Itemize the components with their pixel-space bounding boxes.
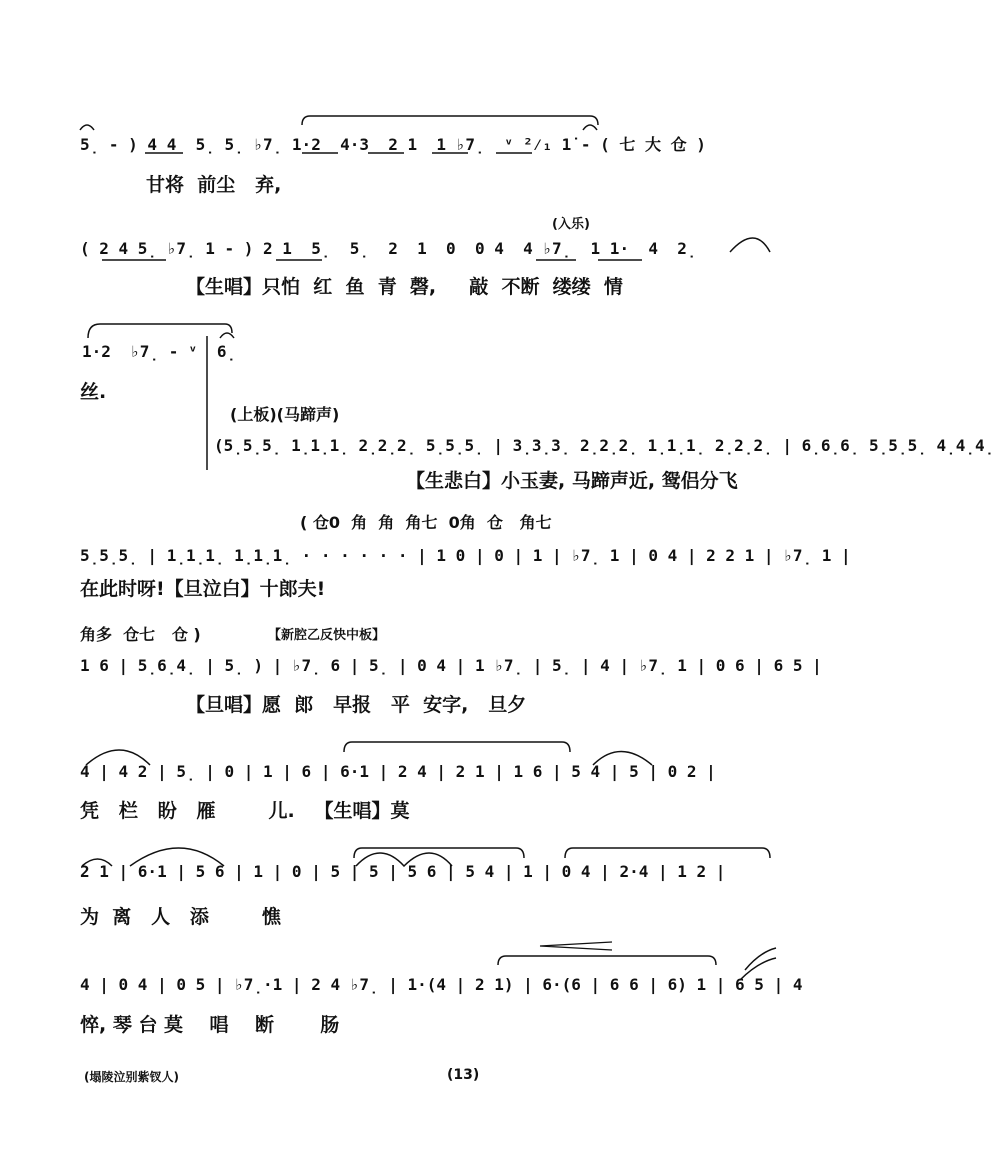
system-6-bracket-title: 【新腔乙反快中板】 (268, 628, 386, 643)
system-2-lyrics: 【生唱】只怕 红 鱼 青 磬, 敲 不断 缕缕 情 (186, 276, 623, 298)
system-6-percussion: 角多 仓七 仓 ) (80, 625, 201, 644)
system-3-lyrics: 丝. (80, 381, 107, 403)
system-2-annotation: (入乐) (552, 217, 590, 232)
system-5-percussion: ( 仓0 角 角 角七 0角 仓 角七 (300, 513, 552, 532)
system-4-notes: (5̣5̣5̣ 1̣1̣1̣ 2̣2̣2̣ 5̣5̣5̣ | 3̣3̣3̣ 2̣2̣2̣ 1̣1̣1̣ 2̣2̣2̣ | 6̣6̣6̣ 5̣5̣5̣ 4̣4̣4̣ (214, 436, 994, 455)
system-7-lyrics: 凭 栏 盼 雁 儿. 【生唱】莫 (80, 800, 410, 822)
system-4-annotation: (上板)(马蹄声) (230, 405, 340, 424)
system-3-notes: 1·2 ♭7̣ - ᵛ 6̣ (82, 342, 237, 361)
system-7-notes: 4 | 4 2 | 5̣ | 0 | 1 | 6 | 6·1 | 2 4 | 2 1 | 1 6 | 5 4 | 5 | 0 2 | (80, 762, 716, 781)
system-1-lyrics: 甘将 前尘 弃, (146, 174, 282, 196)
system-6-lyrics: 【旦唱】愿 郎 早报 平 安字, 旦夕 (186, 694, 527, 716)
system-1-notes: 5̣ - ) 4 4 5̣ 5̣ ♭7̣ 1·2 4·3 2 1 1 ♭7̣ ᵛ ²⁄₁ 1̇ - ( 七 大 仓 ) (80, 135, 706, 154)
footer-source-title: (塌陵泣别紫钗人) (84, 1070, 179, 1084)
page-number: (13) (447, 1067, 480, 1083)
system-5-lyrics: 在此时呀!【旦泣白】十郎夫! (80, 578, 326, 600)
system-9-notes: 4 | 0 4 | 0 5 | ♭7̣·1 | 2 4 ♭7̣ | 1·(4 | 2 1) | 6·(6 | 6 6 | 6) 1 | 6 5 | 4 (80, 975, 803, 994)
system-8-notes: 2 1 | 6·1 | 5 6 | 1 | 0 | 5 | 5 | 5 6 | 5 4 | 1 | 0 4 | 2·4 | 1 2 | (80, 862, 726, 881)
system-4-lyrics: 【生悲白】小玉妻, 马蹄声近, 鸳侣分飞 (406, 470, 738, 492)
system-2-notes: ( 2 4 5̣ ♭7̣ 1 - ) 2 1 5̣ 5̣ 2 1 0 0 4 4 ♭7̣ 1 1· 4 2̣ (80, 239, 697, 258)
system-6-notes: 1 6 | 5̣6̣4̣ | 5̣ ) | ♭7̣ 6 | 5̣ | 0 4 | 1 ♭7̣ | 5̣ | 4 | ♭7̣ 1 | 0 6 | 6 5 | (80, 656, 822, 675)
system-9-lyrics: 悴, 琴 台 莫 唱 断 肠 (80, 1014, 340, 1036)
system-8-lyrics: 为 离 人 添 憔 (80, 906, 281, 928)
system-5-notes: 5̣5̣5̣ | 1̣1̣1̣ 1̣1̣1̣ · · · · · · | 1 0 | 0 | 1 | ♭7̣ 1 | 0 4 | 2 2 1 | ♭7̣ 1 | (80, 546, 851, 565)
